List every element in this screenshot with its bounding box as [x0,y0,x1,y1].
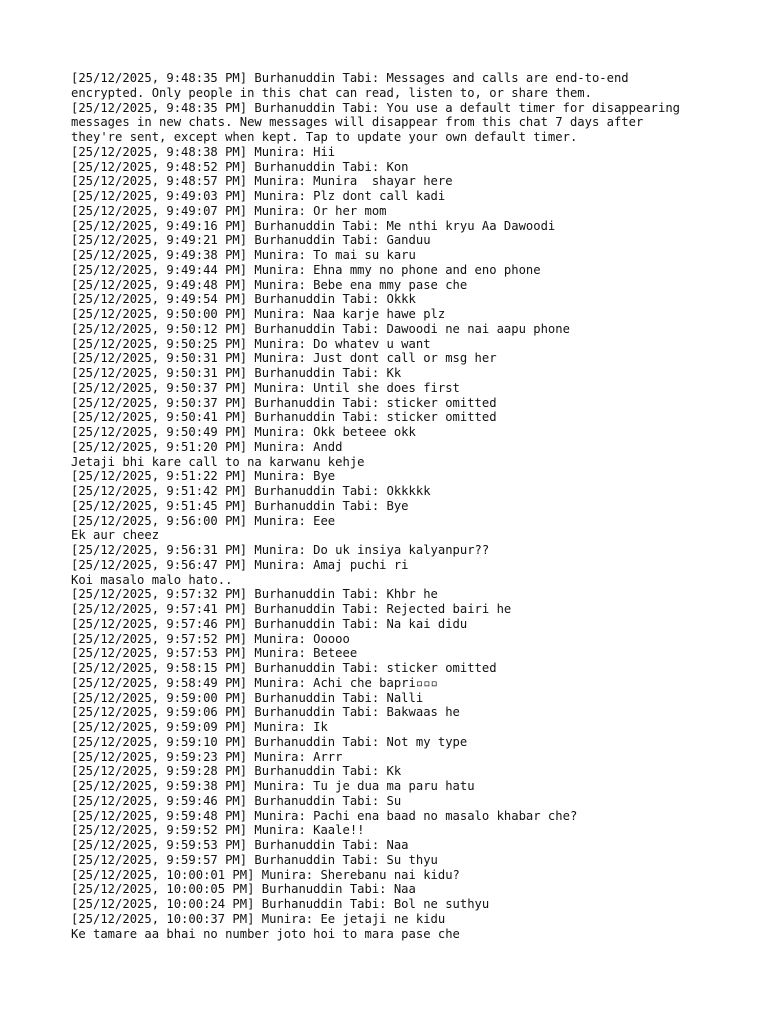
chat-line: [25/12/2025, 9:56:31 PM] Munira: Do uk insiya kalyanpur?? [71,543,490,557]
chat-line: [25/12/2025, 9:48:57 PM] Munira: Munira shayar here [71,174,453,189]
chat-line: [25/12/2025, 9:58:49 PM] Munira: Achi che bapri▫▫▫ [71,675,438,690]
chat-line: [25/12/2025, 9:51:42 PM] Burhanuddin Tabi: Okkkkk [71,484,431,498]
chat-line: [25/12/2025, 9:56:00 PM] Munira: Eee [71,513,336,528]
chat-line: Koi masalo malo hato.. [71,572,233,587]
chat-line: [25/12/2025, 9:57:41 PM] Burhanuddin Tabi: Rejected bairi he [71,602,512,616]
chat-line: messages in new chats. New messages will disappear from this chat 7 days after [71,115,644,130]
chat-line: [25/12/2025, 9:48:35 PM] Burhanuddin Tabi: Messages and calls are end-to-end [71,71,629,85]
chat-line: [25/12/2025, 9:59:06 PM] Burhanuddin Tabi: Bakwaas he [71,705,460,720]
chat-line: [25/12/2025, 9:51:22 PM] Munira: Bye [71,469,336,484]
chat-line: [25/12/2025, 9:59:10 PM] Burhanuddin Tabi: Not my type [71,734,468,749]
chat-line: [25/12/2025, 9:59:09 PM] Munira: Ik [71,720,328,734]
chat-line: [25/12/2025, 9:56:47 PM] Munira: Amaj puchi ri [71,557,409,572]
chat-line: [25/12/2025, 9:50:37 PM] Munira: Until she does first [71,380,460,395]
chat-line: [25/12/2025, 9:59:52 PM] Munira: Kaale!! [71,823,365,838]
chat-line: Jetaji bhi kare call to na karwanu kehje [71,454,365,469]
chat-line: [25/12/2025, 9:49:21 PM] Burhanuddin Tabi: Ganduu [71,233,431,248]
chat-line: [25/12/2025, 9:59:38 PM] Munira: Tu je dua ma paru hatu [71,779,475,793]
chat-line: [25/12/2025, 9:58:15 PM] Burhanuddin Tabi: sticker omitted [71,661,497,675]
chat-line: they're sent, except when kept. Tap to update your own default timer. [71,130,578,144]
chat-line: [25/12/2025, 9:48:52 PM] Burhanuddin Tabi: Kon [71,159,409,174]
chat-line: [25/12/2025, 9:49:03 PM] Munira: Plz dont call kadi [71,189,446,203]
chat-line: [25/12/2025, 9:50:37 PM] Burhanuddin Tabi: sticker omitted [71,395,497,410]
chat-line: [25/12/2025, 9:48:38 PM] Munira: Hii [71,144,336,159]
chat-line: [25/12/2025, 9:59:53 PM] Burhanuddin Tabi: Naa [71,838,409,852]
chat-line: [25/12/2025, 9:51:45 PM] Burhanuddin Tabi: Bye [71,498,409,513]
chat-line: [25/12/2025, 9:59:23 PM] Munira: Arrr [71,749,343,764]
chat-line: [25/12/2025, 9:51:20 PM] Munira: Andd [71,439,343,454]
chat-line: Ek aur cheez [71,528,160,543]
chat-line: [25/12/2025, 10:00:24 PM] Burhanuddin Tabi: Bol ne suthyu [71,897,490,911]
chat-line: [25/12/2025, 9:50:49 PM] Munira: Okk beteee okk [71,425,416,439]
chat-line: Ke tamare aa bhai no number joto hoi to mara pase che [71,926,460,941]
chat-line: [25/12/2025, 9:50:12 PM] Burhanuddin Tabi: Dawoodi ne nai aapu phone [71,321,570,336]
chat-line: encrypted. Only people in this chat can read, listen to, or share them. [71,85,592,100]
chat-line: [25/12/2025, 10:00:05 PM] Burhanuddin Tabi: Naa [71,882,416,897]
chat-line: [25/12/2025, 9:50:31 PM] Burhanuddin Tabi: Kk [71,366,402,380]
chat-line: [25/12/2025, 9:59:57 PM] Burhanuddin Tabi: Su thyu [71,852,438,867]
chat-line: [25/12/2025, 9:50:31 PM] Munira: Just dont call or msg her [71,351,497,366]
chat-line: [25/12/2025, 9:59:46 PM] Burhanuddin Tabi: Su [71,793,402,808]
chat-line: [25/12/2025, 9:49:44 PM] Munira: Ehna mmy no phone and eno phone [71,262,541,277]
chat-line: [25/12/2025, 9:59:48 PM] Munira: Pachi ena baad no masalo khabar che? [71,808,578,823]
chat-line: [25/12/2025, 10:00:01 PM] Munira: Sherebanu nai kidu? [71,867,460,882]
chat-line: [25/12/2025, 9:50:25 PM] Munira: Do whatev u want [71,336,431,351]
chat-line: [25/12/2025, 9:49:38 PM] Munira: To mai su karu [71,248,416,262]
chat-line: [25/12/2025, 9:59:00 PM] Burhanuddin Tabi: Nalli [71,690,424,705]
chat-line: [25/12/2025, 9:49:48 PM] Munira: Bebe ena mmy pase che [71,277,468,292]
chat-line: [25/12/2025, 9:49:16 PM] Burhanuddin Tabi: Me nthi kryu Aa Dawoodi [71,218,556,233]
chat-line: [25/12/2025, 9:57:53 PM] Munira: Beteee [71,646,358,661]
chat-export-text [71,71,761,941]
chat-line: [25/12/2025, 9:49:54 PM] Burhanuddin Tabi: Okkk [71,292,416,307]
chat-line: [25/12/2025, 9:49:07 PM] Munira: Or her mom [71,203,387,218]
chat-line: [25/12/2025, 9:57:52 PM] Munira: Ooooo [71,631,350,646]
chat-line: [25/12/2025, 9:48:35 PM] Burhanuddin Tabi: You use a default timer for disappearing [71,100,681,115]
chat-line: [25/12/2025, 9:50:41 PM] Burhanuddin Tabi: sticker omitted [71,410,497,425]
chat-line: [25/12/2025, 9:57:32 PM] Burhanuddin Tabi: Khbr he [71,587,438,602]
chat-line: [25/12/2025, 10:00:37 PM] Munira: Ee jetaji ne kidu [71,911,446,926]
chat-line: [25/12/2025, 9:57:46 PM] Burhanuddin Tabi: Na kai didu [71,616,468,631]
chat-line: [25/12/2025, 9:50:00 PM] Munira: Naa karje hawe plz [71,307,446,321]
chat-line: [25/12/2025, 9:59:28 PM] Burhanuddin Tabi: Kk [71,764,402,779]
